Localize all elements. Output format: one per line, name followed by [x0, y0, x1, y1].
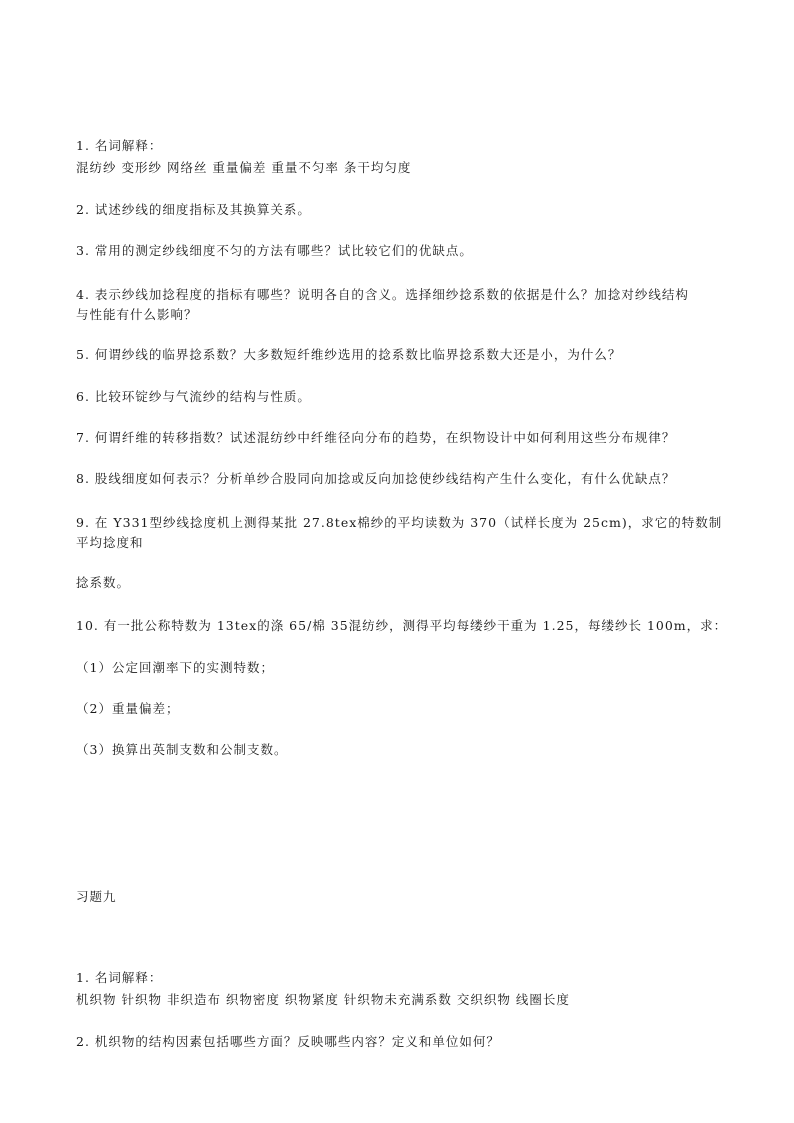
s9-q2-text: 2. 机织物的结构因素包括哪些方面？反映哪些内容？定义和单位如何？	[76, 1034, 500, 1049]
q10-stem: 10. 有一批公称特数为 13tex的涤 65/棉 35混纺纱，测得平均每缕纱干重为 1.25，每缕纱长 100m，求：	[76, 618, 728, 633]
q10-part2: （2）重量偏差；	[76, 701, 180, 716]
q3-text: 3. 常用的测定纱线细度不匀的方法有哪些？试比较它们的优缺点。	[76, 243, 473, 258]
q2-text: 2. 试述纱线的细度指标及其换算关系。	[76, 202, 311, 217]
q4-line1: 4. 表示纱线加捻程度的指标有哪些？说明各自的含义。选择细纱捻系数的依据是什么？加捻对纱线结构	[76, 287, 689, 302]
q10-part1: （1）公定回潮率下的实测特数；	[76, 660, 274, 675]
q10-part3: （3）换算出英制支数和公制支数。	[76, 742, 288, 757]
q1-terms: 混纺纱 变形纱 网络丝 重量偏差 重量不匀率 条干均匀度	[76, 160, 412, 175]
q1-title: 1. 名词解释：	[76, 138, 163, 153]
q9-line1: 9. 在 Y331型纱线捻度机上测得某批 27.8tex棉纱的平均读数为 370（试样长度为 25cm)，求它的特数制	[76, 515, 723, 530]
q9-line3: 捻系数。	[76, 575, 131, 590]
s9-q1-title: 1. 名词解释：	[76, 970, 163, 985]
q8-text: 8. 股线细度如何表示？分析单纱合股同向加捻或反向加捻使纱线结构产生什么变化，有什么优缺点？	[76, 471, 676, 486]
q4-line2: 与性能有什么影响？	[76, 307, 198, 322]
q7-text: 7. 何谓纤维的转移指数？试述混纺纱中纤维径向分布的趋势，在织物设计中如何利用这些分布规律？	[76, 430, 676, 445]
q6-text: 6. 比较环锭纱与气流纱的结构与性质。	[76, 389, 311, 404]
q5-text: 5. 何谓纱线的临界捻系数？大多数短纤维纱选用的捻系数比临界捻系数大还是小，为什么？	[76, 347, 622, 362]
s9-q1-terms: 机织物 针织物 非织造布 织物密度 织物紧度 针织物未充满系数 交织织物 线圈长度	[76, 992, 570, 1007]
section-heading: 习题九	[76, 889, 117, 904]
q9-line2: 平均捻度和	[76, 535, 144, 550]
